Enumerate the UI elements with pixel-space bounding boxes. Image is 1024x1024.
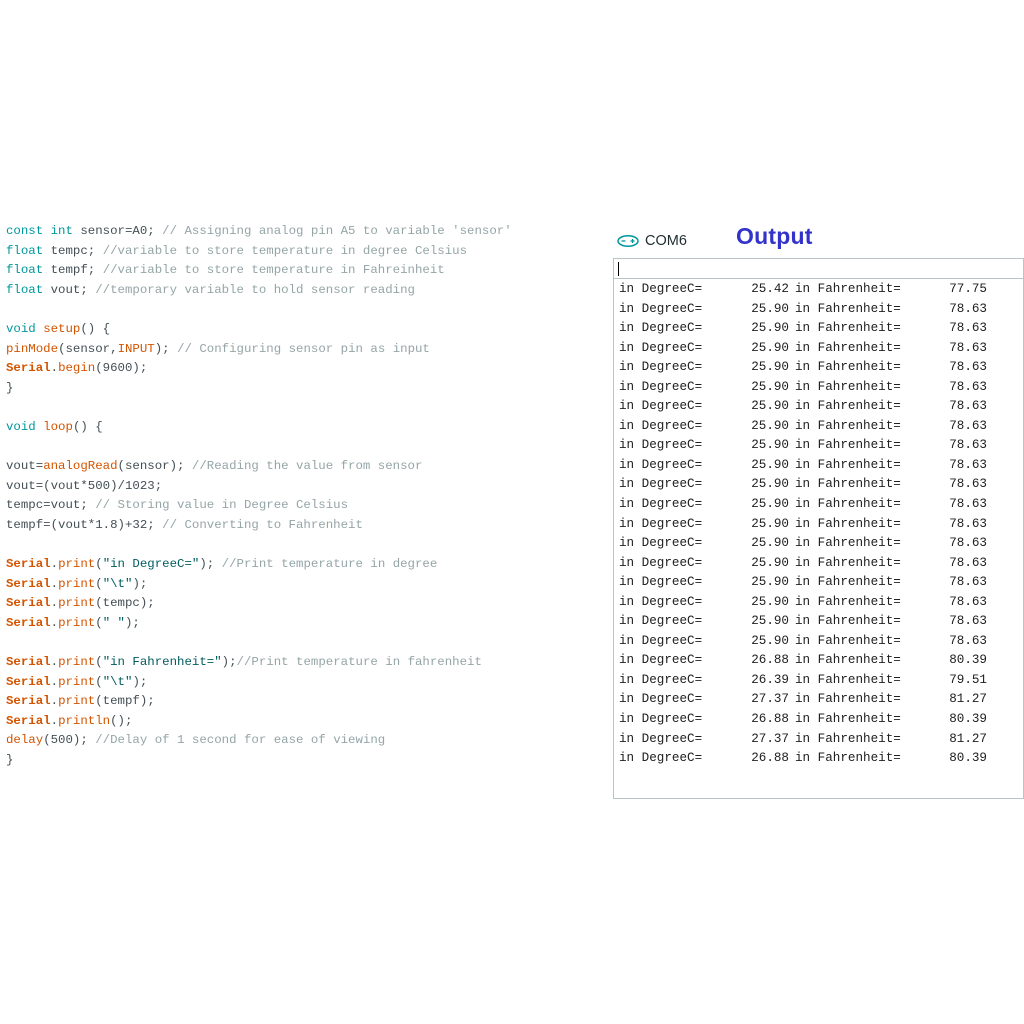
celsius-value: 25.90: [751, 575, 789, 590]
fahrenheit-label: in Fahrenheit=: [795, 575, 901, 590]
code-token: // Converting to Fahrenheit: [162, 517, 363, 532]
code-token: Serial: [6, 557, 51, 572]
fahrenheit-value: 78.63: [949, 321, 987, 336]
celsius-label: in DegreeC=: [619, 692, 703, 707]
celsius-value: 25.90: [751, 418, 789, 433]
code-token: //variable to store temperature in degree Celsius: [102, 243, 468, 258]
code-token: "\t": [102, 674, 133, 689]
code-token: // Assigning analog pin A5 to variable 'sensor': [162, 224, 512, 238]
code-token: vout;: [43, 282, 96, 297]
fahrenheit-label: in Fahrenheit=: [795, 516, 901, 531]
code-token: Serial: [6, 361, 51, 376]
code-token: // Configuring sensor pin as input: [177, 341, 430, 356]
celsius-label: in DegreeC=: [619, 575, 703, 590]
fahrenheit-value: 78.63: [949, 379, 987, 394]
fahrenheit-value: 78.63: [949, 438, 987, 453]
code-token: Serial: [6, 674, 51, 689]
code-line: [6, 594, 606, 614]
code-token: (: [95, 557, 103, 572]
fahrenheit-value: 80.39: [949, 751, 987, 766]
code-token: float: [6, 282, 44, 297]
serial-output-row: [614, 319, 1023, 339]
code-line: [6, 457, 606, 477]
code-line: [6, 516, 606, 536]
code-editor[interactable]: [6, 222, 606, 771]
serial-monitor-window: [613, 225, 1024, 800]
code-token: Serial: [6, 596, 51, 611]
serial-output-row: [614, 612, 1023, 632]
fahrenheit-value: 78.63: [949, 457, 987, 472]
celsius-label: in DegreeC=: [619, 399, 703, 414]
serial-output-row: [614, 436, 1023, 456]
code-token: print: [58, 576, 96, 591]
celsius-label: in DegreeC=: [619, 536, 703, 551]
celsius-value: 25.90: [751, 497, 789, 512]
code-token: .: [50, 596, 59, 611]
celsius-value: 25.90: [751, 516, 789, 531]
celsius-value: 25.90: [751, 301, 789, 316]
code-token: );: [132, 674, 148, 689]
celsius-value: 25.90: [751, 340, 789, 355]
celsius-label: in DegreeC=: [619, 555, 703, 570]
code-token: );: [199, 557, 222, 572]
serial-monitor-titlebar: [613, 225, 1024, 257]
fahrenheit-label: in Fahrenheit=: [795, 399, 901, 414]
code-token: () {: [80, 321, 111, 336]
serial-output-row: [614, 749, 1023, 769]
serial-output-row: [614, 495, 1023, 515]
serial-output-row: [614, 280, 1023, 300]
code-token: Serial: [6, 576, 51, 591]
fahrenheit-value: 78.63: [949, 536, 987, 551]
celsius-value: 26.88: [751, 751, 789, 766]
code-token: );: [221, 655, 237, 670]
fahrenheit-label: in Fahrenheit=: [795, 672, 901, 687]
celsius-label: in DegreeC=: [619, 751, 703, 766]
code-token: vout=(vout*500)/1023;: [6, 478, 163, 493]
code-line: [6, 438, 606, 458]
code-token: tempc;: [43, 243, 103, 258]
fahrenheit-label: in Fahrenheit=: [795, 633, 901, 648]
code-line: [6, 712, 606, 732]
code-token: (sensor,: [58, 341, 118, 356]
celsius-value: 25.90: [751, 457, 789, 472]
code-line: [6, 222, 606, 242]
celsius-value: 25.90: [751, 555, 789, 570]
fahrenheit-label: in Fahrenheit=: [795, 301, 901, 316]
serial-output-row: [614, 573, 1023, 593]
fahrenheit-value: 78.63: [949, 497, 987, 512]
fahrenheit-label: in Fahrenheit=: [795, 477, 901, 492]
fahrenheit-value: 81.27: [949, 731, 987, 746]
code-line: [6, 555, 606, 575]
code-line: [6, 653, 606, 673]
celsius-value: 26.88: [751, 653, 789, 668]
code-token: .: [50, 713, 59, 728]
celsius-label: in DegreeC=: [619, 594, 703, 609]
celsius-value: 25.90: [751, 360, 789, 375]
code-token: "\t": [102, 576, 133, 591]
celsius-label: in DegreeC=: [619, 321, 703, 336]
code-token: }: [6, 753, 14, 768]
code-token: int: [50, 224, 73, 238]
code-token: ();: [110, 713, 133, 728]
code-token: Serial: [6, 615, 51, 630]
code-token: delay: [6, 733, 44, 748]
code-token: .: [50, 615, 59, 630]
fahrenheit-value: 77.75: [949, 282, 987, 296]
code-token: (tempf);: [95, 694, 155, 709]
code-token: print: [58, 596, 96, 611]
code-line: [6, 398, 606, 418]
fahrenheit-label: in Fahrenheit=: [795, 731, 901, 746]
code-line: [6, 575, 606, 595]
code-token: const: [6, 224, 44, 238]
serial-output-row: [614, 397, 1023, 417]
celsius-value: 25.90: [751, 438, 789, 453]
celsius-value: 25.90: [751, 594, 789, 609]
serial-output-row: [614, 671, 1023, 691]
code-token: //variable to store temperature in Fahreinheit: [102, 263, 445, 278]
code-token: "in DegreeC=": [102, 557, 200, 572]
fahrenheit-label: in Fahrenheit=: [795, 321, 901, 336]
code-token: //Print temperature in fahrenheit: [236, 655, 482, 670]
code-token: pinMode: [6, 341, 59, 356]
fahrenheit-label: in Fahrenheit=: [795, 438, 901, 453]
fahrenheit-value: 78.63: [949, 340, 987, 355]
serial-output-log[interactable]: [613, 278, 1024, 799]
celsius-label: in DegreeC=: [619, 477, 703, 492]
code-line: [6, 340, 606, 360]
celsius-value: 25.90: [751, 477, 789, 492]
serial-send-input[interactable]: [613, 258, 1024, 278]
fahrenheit-label: in Fahrenheit=: [795, 555, 901, 570]
fahrenheit-label: in Fahrenheit=: [795, 457, 901, 472]
code-line: [6, 536, 606, 556]
celsius-label: in DegreeC=: [619, 653, 703, 668]
code-token: begin: [58, 361, 96, 376]
code-token: Serial: [6, 655, 51, 670]
serial-output-row: [614, 710, 1023, 730]
code-token: print: [58, 674, 96, 689]
code-line: [6, 281, 606, 301]
fahrenheit-label: in Fahrenheit=: [795, 497, 901, 512]
code-token: () {: [72, 419, 103, 434]
code-line: [6, 320, 606, 340]
code-token: //Reading the value from sensor: [191, 459, 423, 474]
code-token: }: [6, 380, 14, 395]
code-token: (: [95, 674, 103, 689]
code-line: [6, 496, 606, 516]
serial-output-row: [614, 515, 1023, 535]
celsius-label: in DegreeC=: [619, 379, 703, 394]
fahrenheit-label: in Fahrenheit=: [795, 712, 901, 727]
code-token: .: [50, 674, 59, 689]
arduino-infinity-icon: [617, 233, 639, 249]
fahrenheit-label: in Fahrenheit=: [795, 418, 901, 433]
code-token: .: [50, 694, 59, 709]
code-token: analogRead: [43, 459, 118, 474]
fahrenheit-value: 78.63: [949, 418, 987, 433]
fahrenheit-label: in Fahrenheit=: [795, 282, 901, 296]
celsius-label: in DegreeC=: [619, 360, 703, 375]
fahrenheit-value: 80.39: [949, 712, 987, 727]
code-line: [6, 261, 606, 281]
code-token: (sensor);: [117, 459, 192, 474]
celsius-label: in DegreeC=: [619, 712, 703, 727]
code-line: [6, 359, 606, 379]
code-token: );: [132, 576, 148, 591]
code-line: [6, 731, 606, 751]
code-token: " ": [102, 615, 125, 630]
code-token: (9600);: [95, 361, 148, 376]
serial-output-row: [614, 417, 1023, 437]
celsius-label: in DegreeC=: [619, 340, 703, 355]
celsius-label: in DegreeC=: [619, 731, 703, 746]
code-token: //temporary variable to hold sensor reading: [95, 282, 415, 297]
fahrenheit-label: in Fahrenheit=: [795, 340, 901, 355]
serial-output-row: [614, 690, 1023, 710]
code-token: print: [58, 615, 96, 630]
celsius-value: 25.90: [751, 633, 789, 648]
code-line: [6, 751, 606, 771]
code-line: [6, 692, 606, 712]
code-line: [6, 633, 606, 653]
fahrenheit-label: in Fahrenheit=: [795, 692, 901, 707]
code-token: setup: [43, 321, 81, 336]
fahrenheit-value: 78.63: [949, 575, 987, 590]
celsius-label: in DegreeC=: [619, 497, 703, 512]
code-token: print: [58, 655, 96, 670]
celsius-label: in DegreeC=: [619, 457, 703, 472]
code-token: sensor=A0;: [72, 224, 163, 238]
code-line: [6, 418, 606, 438]
code-token: [43, 224, 50, 238]
celsius-label: in DegreeC=: [619, 282, 703, 296]
code-token: Serial: [6, 694, 51, 709]
code-token: (: [95, 655, 103, 670]
celsius-label: in DegreeC=: [619, 418, 703, 433]
fahrenheit-value: 78.63: [949, 301, 987, 316]
celsius-label: in DegreeC=: [619, 614, 703, 629]
code-token: .: [50, 576, 59, 591]
serial-output-row: [614, 593, 1023, 613]
celsius-label: in DegreeC=: [619, 516, 703, 531]
celsius-value: 26.39: [751, 672, 789, 687]
celsius-value: 25.90: [751, 379, 789, 394]
output-annotation-label: Output: [736, 223, 813, 249]
fahrenheit-value: 78.63: [949, 399, 987, 414]
text-caret: [618, 262, 619, 276]
code-token: INPUT: [117, 341, 155, 356]
fahrenheit-label: in Fahrenheit=: [795, 360, 901, 375]
celsius-label: in DegreeC=: [619, 633, 703, 648]
fahrenheit-value: 81.27: [949, 692, 987, 707]
code-line: [6, 379, 606, 399]
code-token: );: [125, 615, 140, 630]
fahrenheit-value: 78.63: [949, 594, 987, 609]
serial-port-label: COM6: [645, 233, 687, 249]
code-token: .: [50, 557, 59, 572]
serial-output-row: [614, 632, 1023, 652]
celsius-label: in DegreeC=: [619, 301, 703, 316]
code-token: tempc=vout;: [6, 498, 96, 513]
code-line: [6, 477, 606, 497]
code-token: float: [6, 243, 44, 258]
fahrenheit-label: in Fahrenheit=: [795, 751, 901, 766]
celsius-label: in DegreeC=: [619, 438, 703, 453]
code-token: "in Fahrenheit=": [102, 655, 222, 670]
code-token: tempf=(vout*1.8)+32;: [6, 517, 163, 532]
fahrenheit-value: 78.63: [949, 477, 987, 492]
fahrenheit-label: in Fahrenheit=: [795, 594, 901, 609]
serial-output-row: [614, 534, 1023, 554]
celsius-value: 25.90: [751, 614, 789, 629]
celsius-value: 25.90: [751, 321, 789, 336]
serial-output-row: [614, 554, 1023, 574]
code-token: print: [58, 694, 96, 709]
code-token: loop: [43, 419, 73, 434]
serial-output-row: [614, 358, 1023, 378]
code-token: (tempc);: [95, 596, 155, 611]
celsius-value: 27.37: [751, 731, 789, 746]
code-token: (500);: [43, 733, 96, 748]
celsius-value: 27.37: [751, 692, 789, 707]
fahrenheit-label: in Fahrenheit=: [795, 653, 901, 668]
celsius-value: 25.90: [751, 399, 789, 414]
code-token: .: [50, 361, 59, 376]
celsius-label: in DegreeC=: [619, 672, 703, 687]
fahrenheit-value: 78.63: [949, 555, 987, 570]
code-token: print: [58, 557, 96, 572]
code-line: [6, 673, 606, 693]
fahrenheit-value: 78.63: [949, 633, 987, 648]
fahrenheit-label: in Fahrenheit=: [795, 536, 901, 551]
celsius-value: 26.88: [751, 712, 789, 727]
code-token: float: [6, 263, 44, 278]
code-line: [6, 242, 606, 262]
code-token: println: [58, 713, 111, 728]
code-token: void: [6, 419, 36, 434]
code-token: (: [95, 615, 103, 630]
serial-output-row: [614, 300, 1023, 320]
code-token: Serial: [6, 713, 51, 728]
serial-output-row: [614, 730, 1023, 750]
serial-output-row: [614, 651, 1023, 671]
code-token: vout=: [6, 459, 44, 474]
fahrenheit-value: 78.63: [949, 614, 987, 629]
serial-output-row: [614, 456, 1023, 476]
fahrenheit-value: 78.63: [949, 516, 987, 531]
fahrenheit-label: in Fahrenheit=: [795, 379, 901, 394]
serial-output-row: [614, 339, 1023, 359]
fahrenheit-value: 79.51: [949, 672, 987, 687]
code-line: [6, 300, 606, 320]
fahrenheit-label: in Fahrenheit=: [795, 614, 901, 629]
code-token: (: [95, 576, 103, 591]
code-token: void: [6, 321, 36, 336]
fahrenheit-value: 80.39: [949, 653, 987, 668]
celsius-value: 25.42: [751, 282, 789, 296]
code-token: //Delay of 1 second for ease of viewing: [95, 733, 386, 748]
celsius-value: 25.90: [751, 536, 789, 551]
code-token: );: [154, 341, 178, 356]
fahrenheit-value: 78.63: [949, 360, 987, 375]
code-token: //Print temperature in degree: [221, 557, 438, 572]
code-line: [6, 614, 606, 634]
serial-output-row: [614, 378, 1023, 398]
code-token: .: [50, 655, 59, 670]
code-token: // Storing value in Degree Celsius: [95, 498, 349, 513]
code-token: tempf;: [43, 263, 103, 278]
serial-output-row: [614, 475, 1023, 495]
